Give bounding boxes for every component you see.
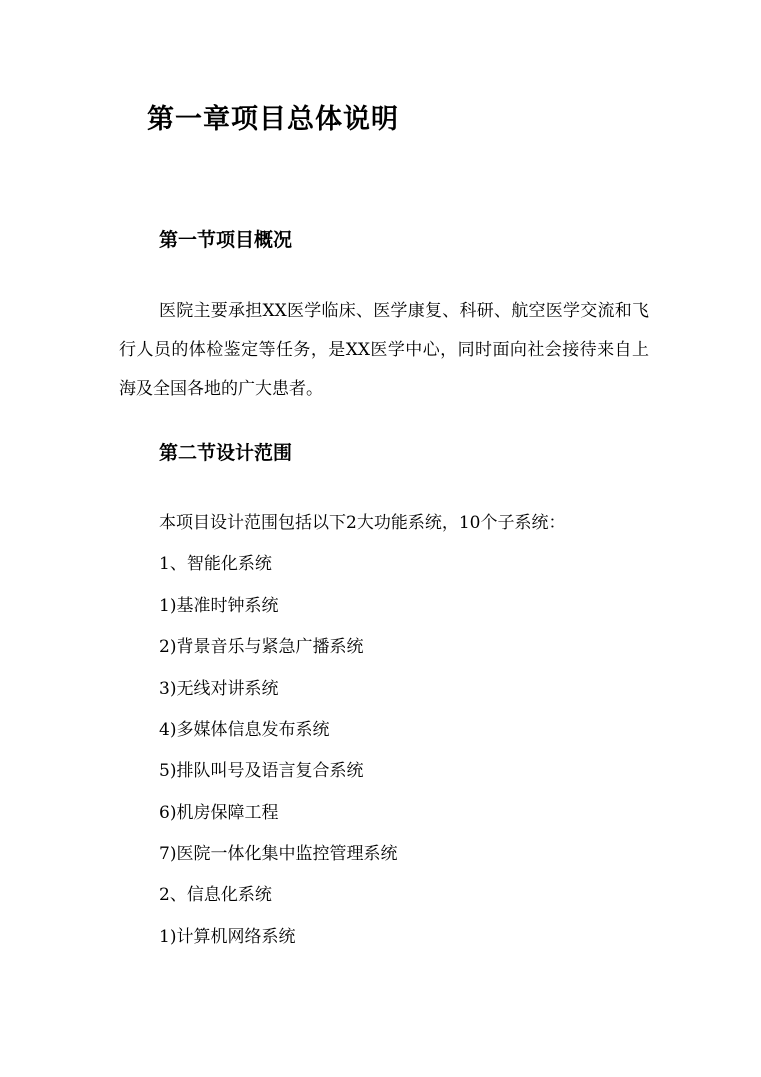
list-item: 3)无线对讲系统 [159,679,279,699]
list-item: 2、信息化系统 [159,885,272,905]
list-item: 4)多媒体信息发布系统 [159,720,330,740]
list-item: 1、智能化系统 [159,554,272,574]
section-title-scope: 第二节设计范围 [159,442,293,464]
list-item: 7)医院一体化集中监控管理系统 [159,844,398,864]
scope-intro: 本项目设计范围包括以下2大功能系统，10个子系统： [159,513,566,533]
list-item: 6)机房保障工程 [159,803,279,823]
list-item: 5)排队叫号及语言复合系统 [159,761,364,781]
overview-paragraph: 医院主要承担XX医学临床、医学康复、科研、航空医学交流和飞行人员的体检鉴定等任务，是XX医学中心，同时面向社会接待来自上海及全国各地的广大患者。 [119,301,649,399]
list-item: 1)基准时钟系统 [159,596,279,616]
list-item: 2)背景音乐与紧急广播系统 [159,637,364,657]
chapter-title: 第一章项目总体说明 [147,104,399,135]
list-item: 1)计算机网络系统 [159,927,296,947]
section-title-overview: 第一节项目概况 [159,229,293,251]
